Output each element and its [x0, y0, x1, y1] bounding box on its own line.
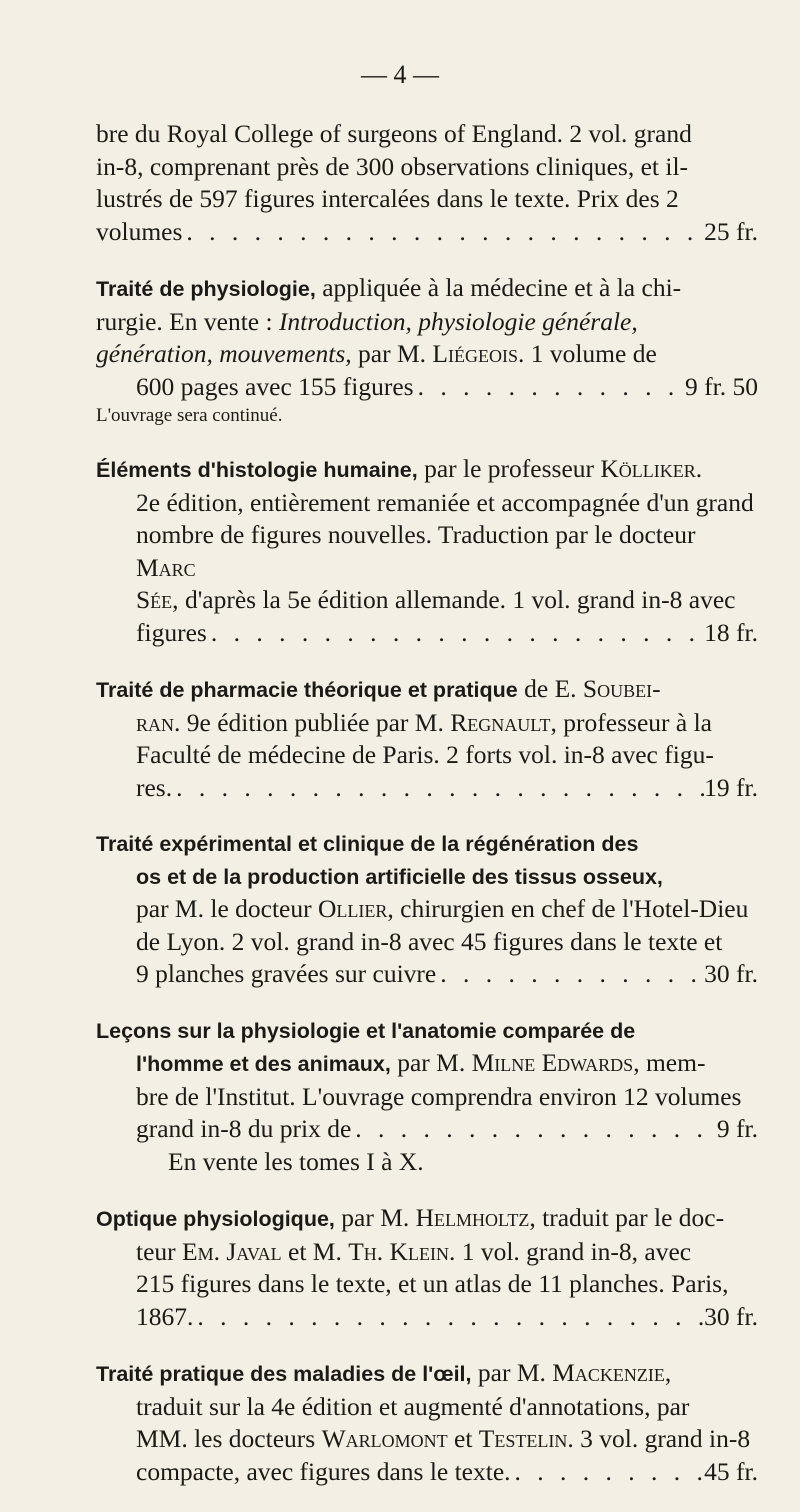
- work-title: génération, mouvements,: [96, 339, 352, 368]
- entry-text: rurgie. En vente :: [96, 306, 273, 336]
- catalogue-entry: [96, 1202, 758, 1333]
- catalogue-entry: [96, 1015, 758, 1179]
- entry-text: par M.: [341, 1203, 410, 1232]
- entry-text: 3 vol. grand in-8: [580, 1424, 751, 1453]
- author-name: Th. Klein.: [348, 1236, 456, 1266]
- leader-dots: [182, 216, 704, 249]
- author-name: Em. Javal: [182, 1236, 282, 1266]
- entry-text: appliquée à la médecine et à la chi-: [322, 273, 682, 302]
- entry-line: En vente les tomes I à X.: [168, 1146, 424, 1176]
- entry-text: chirurgien en chef de l'Hotel-Dieu: [400, 894, 749, 923]
- page-number: — 4 —: [361, 60, 439, 89]
- catalogue-entry: [96, 1357, 758, 1488]
- entry-line: 215 figures dans le texte, et un atlas de 11 planches. Paris,: [136, 1269, 729, 1298]
- entry-line: [96, 673, 758, 707]
- entry-text: nombre de figures nouvelles. Traduction par le docteur: [136, 520, 696, 549]
- price-label: 9 planches gravées sur cuivre: [136, 959, 437, 988]
- entry-line: [96, 1357, 758, 1391]
- entry-line: bre de l'Institut. L'ouvrage comprendra environ 12 volumes: [136, 1081, 742, 1111]
- entry-text: teur: [136, 1236, 176, 1266]
- book-title: Traité de pharmacie théorique et pratique: [96, 678, 518, 702]
- book-title: Traité expérimental et clinique de la régénération des: [96, 832, 639, 856]
- leader-dots: [351, 1113, 717, 1146]
- author-name: Kölliker.: [600, 454, 703, 483]
- entry-line: [96, 338, 758, 371]
- entry-text: par le professeur: [424, 454, 594, 483]
- price-label: 1867.: [136, 1301, 194, 1331]
- entry-text: professeur à la: [563, 707, 712, 737]
- price-line: [96, 371, 758, 404]
- leader-dots: [193, 1301, 704, 1334]
- entry-line: [96, 1423, 758, 1456]
- author-name: Sée,: [136, 585, 179, 614]
- price-label: compacte, avec figures dans le texte.: [136, 1456, 511, 1486]
- entry-line: de Lyon. 2 vol. grand in-8 avec 45 figures dans le texte et: [136, 926, 723, 956]
- author-name: Ollier,: [317, 894, 394, 923]
- entry-note: L'ouvrage sera continué.: [96, 405, 283, 426]
- entry-text: 9e édition publiée par M.: [186, 707, 444, 737]
- entry-line: [96, 893, 758, 926]
- entry-text: et: [454, 1424, 473, 1453]
- catalogue-entry: [96, 673, 758, 804]
- entry-text: par M. le docteur: [136, 894, 312, 923]
- leader-dots: [207, 617, 704, 650]
- entry-line: lustrés de 597 figures intercalées dans le texte. Prix des 2: [96, 184, 679, 213]
- price: 25 fr.: [704, 216, 758, 246]
- leader-dots: [436, 958, 704, 991]
- price-line: [96, 216, 758, 249]
- author-name: Warlomont: [321, 1424, 448, 1453]
- book-title: Optique physiologique,: [96, 1207, 335, 1231]
- entry-line: [96, 584, 758, 617]
- catalogue-entry: [96, 828, 758, 991]
- entry-text: par M.: [358, 339, 427, 368]
- author-name: Soubei-: [582, 674, 661, 703]
- author-name: Regnault,: [450, 707, 557, 737]
- leader-dots: [511, 1456, 705, 1489]
- price-label: grand in-8 du prix de: [136, 1114, 352, 1143]
- author-name: Mackenzie,: [552, 1358, 672, 1387]
- entry-text: de E.: [524, 674, 577, 703]
- price-label: 600 pages avec 155 figures: [136, 371, 414, 401]
- entry-line: [96, 1047, 758, 1081]
- entry-line: [96, 306, 758, 339]
- price: 9 fr.: [716, 1114, 758, 1143]
- price-label: res.: [136, 772, 173, 802]
- entry-line: [96, 453, 758, 487]
- entry-line: bre du Royal College of surgeons of England. 2 vol. grand: [96, 119, 692, 148]
- author-name: Milne Edwards,: [471, 1048, 640, 1077]
- author-name: Testelin.: [478, 1424, 574, 1453]
- entry-text: par M.: [397, 1048, 466, 1077]
- entry-line: [96, 707, 758, 740]
- price-line: [96, 1456, 758, 1489]
- price-label: figures: [136, 617, 207, 647]
- entry-text: mem-: [645, 1048, 706, 1077]
- entry-line: 2e édition, entièrement remaniée et accompagnée d'un grand: [136, 487, 754, 517]
- entry-line: [96, 1202, 758, 1236]
- entry-line: Faculté de médecine de Paris. 2 forts vol. in-8 avec figu-: [136, 740, 714, 769]
- leader-dots: [414, 371, 685, 404]
- book-title: Traité pratique des maladies de l'œil,: [96, 1362, 472, 1386]
- price-line: [96, 1301, 758, 1334]
- price: 18 fr.: [704, 617, 758, 647]
- work-title: Introduction, physiologie générale,: [278, 306, 638, 336]
- entry-line: [96, 519, 758, 584]
- book-title: Leçons sur la physiologie et l'anatomie comparée de: [96, 1018, 636, 1043]
- price: 45 fr.: [704, 1456, 758, 1486]
- price: 9 fr. 50: [685, 371, 758, 401]
- entry-line: in-8, comprenant près de 300 observations cliniques, et il-: [96, 151, 689, 181]
- book-title: l'homme et des animaux,: [136, 1052, 391, 1076]
- catalogue-listing: [96, 118, 758, 1512]
- entry-text: et M.: [288, 1236, 342, 1266]
- entry-line: [96, 1236, 758, 1269]
- catalogue-entry: [96, 453, 758, 649]
- price: 30 fr.: [704, 959, 758, 988]
- book-title: os et de la production artificielle des tissus osseux,: [136, 864, 663, 889]
- book-title: Traité de physiologie,: [96, 277, 316, 301]
- entry-text: par M.: [477, 1358, 546, 1387]
- author-name: Helmholtz,: [415, 1203, 536, 1232]
- leader-dots: [172, 772, 704, 805]
- author-name: Marc: [136, 552, 196, 582]
- catalogue-entry: [96, 118, 758, 248]
- entry-text: 1 vol. grand in-8, avec: [461, 1236, 692, 1266]
- entry-text: d'après la 5e édition allemande. 1 vol. grand in-8 avec: [184, 585, 736, 614]
- catalogue-entry: [96, 272, 758, 429]
- price-line: [96, 617, 758, 650]
- price: 19 fr.: [704, 772, 758, 802]
- entry-text: MM. les docteurs: [136, 1424, 316, 1453]
- entry-text: traduit par le doc-: [542, 1203, 725, 1232]
- price: 30 fr.: [704, 1301, 758, 1331]
- price-line: [96, 1113, 758, 1146]
- price-line: [96, 772, 758, 805]
- price-label: volumes: [96, 216, 183, 246]
- price-line: [96, 958, 758, 991]
- book-title: Éléments d'histologie humaine,: [96, 458, 418, 482]
- author-name: ran.: [136, 707, 181, 737]
- entry-line: [96, 272, 758, 306]
- entry-text: 1 volume de: [530, 339, 657, 368]
- author-name: Liégeois.: [432, 339, 525, 368]
- entry-line: traduit sur la 4e édition et augmenté d'annotations, par: [136, 1391, 690, 1421]
